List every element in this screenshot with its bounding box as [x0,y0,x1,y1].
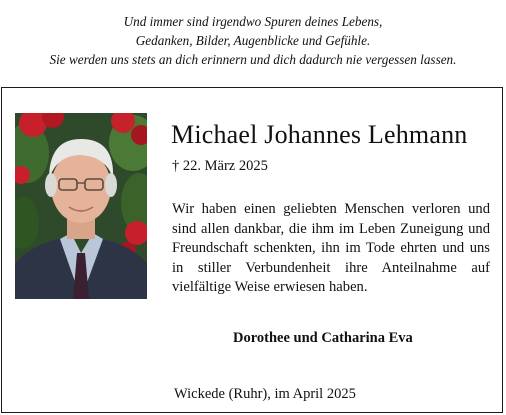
memorial-verse [0,12,506,69]
signers: Dorothee und Catharina Eva [233,330,413,346]
thank-you-message: Wir haben einen geliebten Menschen verloren und sind allen dankbar, die ihm im Leben Zuneigung und Freundschaft schenkten, ihn im Tode ehrten und uns in stiller Verbundenheit ihre Anteilnahme auf vielfältige Weise erwiesen haben. [172,201,490,295]
verse-line-3: Sie werden uns stets an dich erinnern und dich dadurch nie vergessen lassen. [49,52,457,67]
verse-line-1: Und immer sind irgendwo Spuren deines Lebens, [123,14,383,29]
deceased-name: Michael Johannes Lehmann [171,120,468,149]
portrait-photo [15,113,147,299]
death-date: † 22. März 2025 [172,158,268,174]
place-and-date: Wickede (Ruhr), im April 2025 [174,386,356,402]
verse-line-2: Gedanken, Bilder, Augenblicke und Gefühle. [135,33,371,48]
